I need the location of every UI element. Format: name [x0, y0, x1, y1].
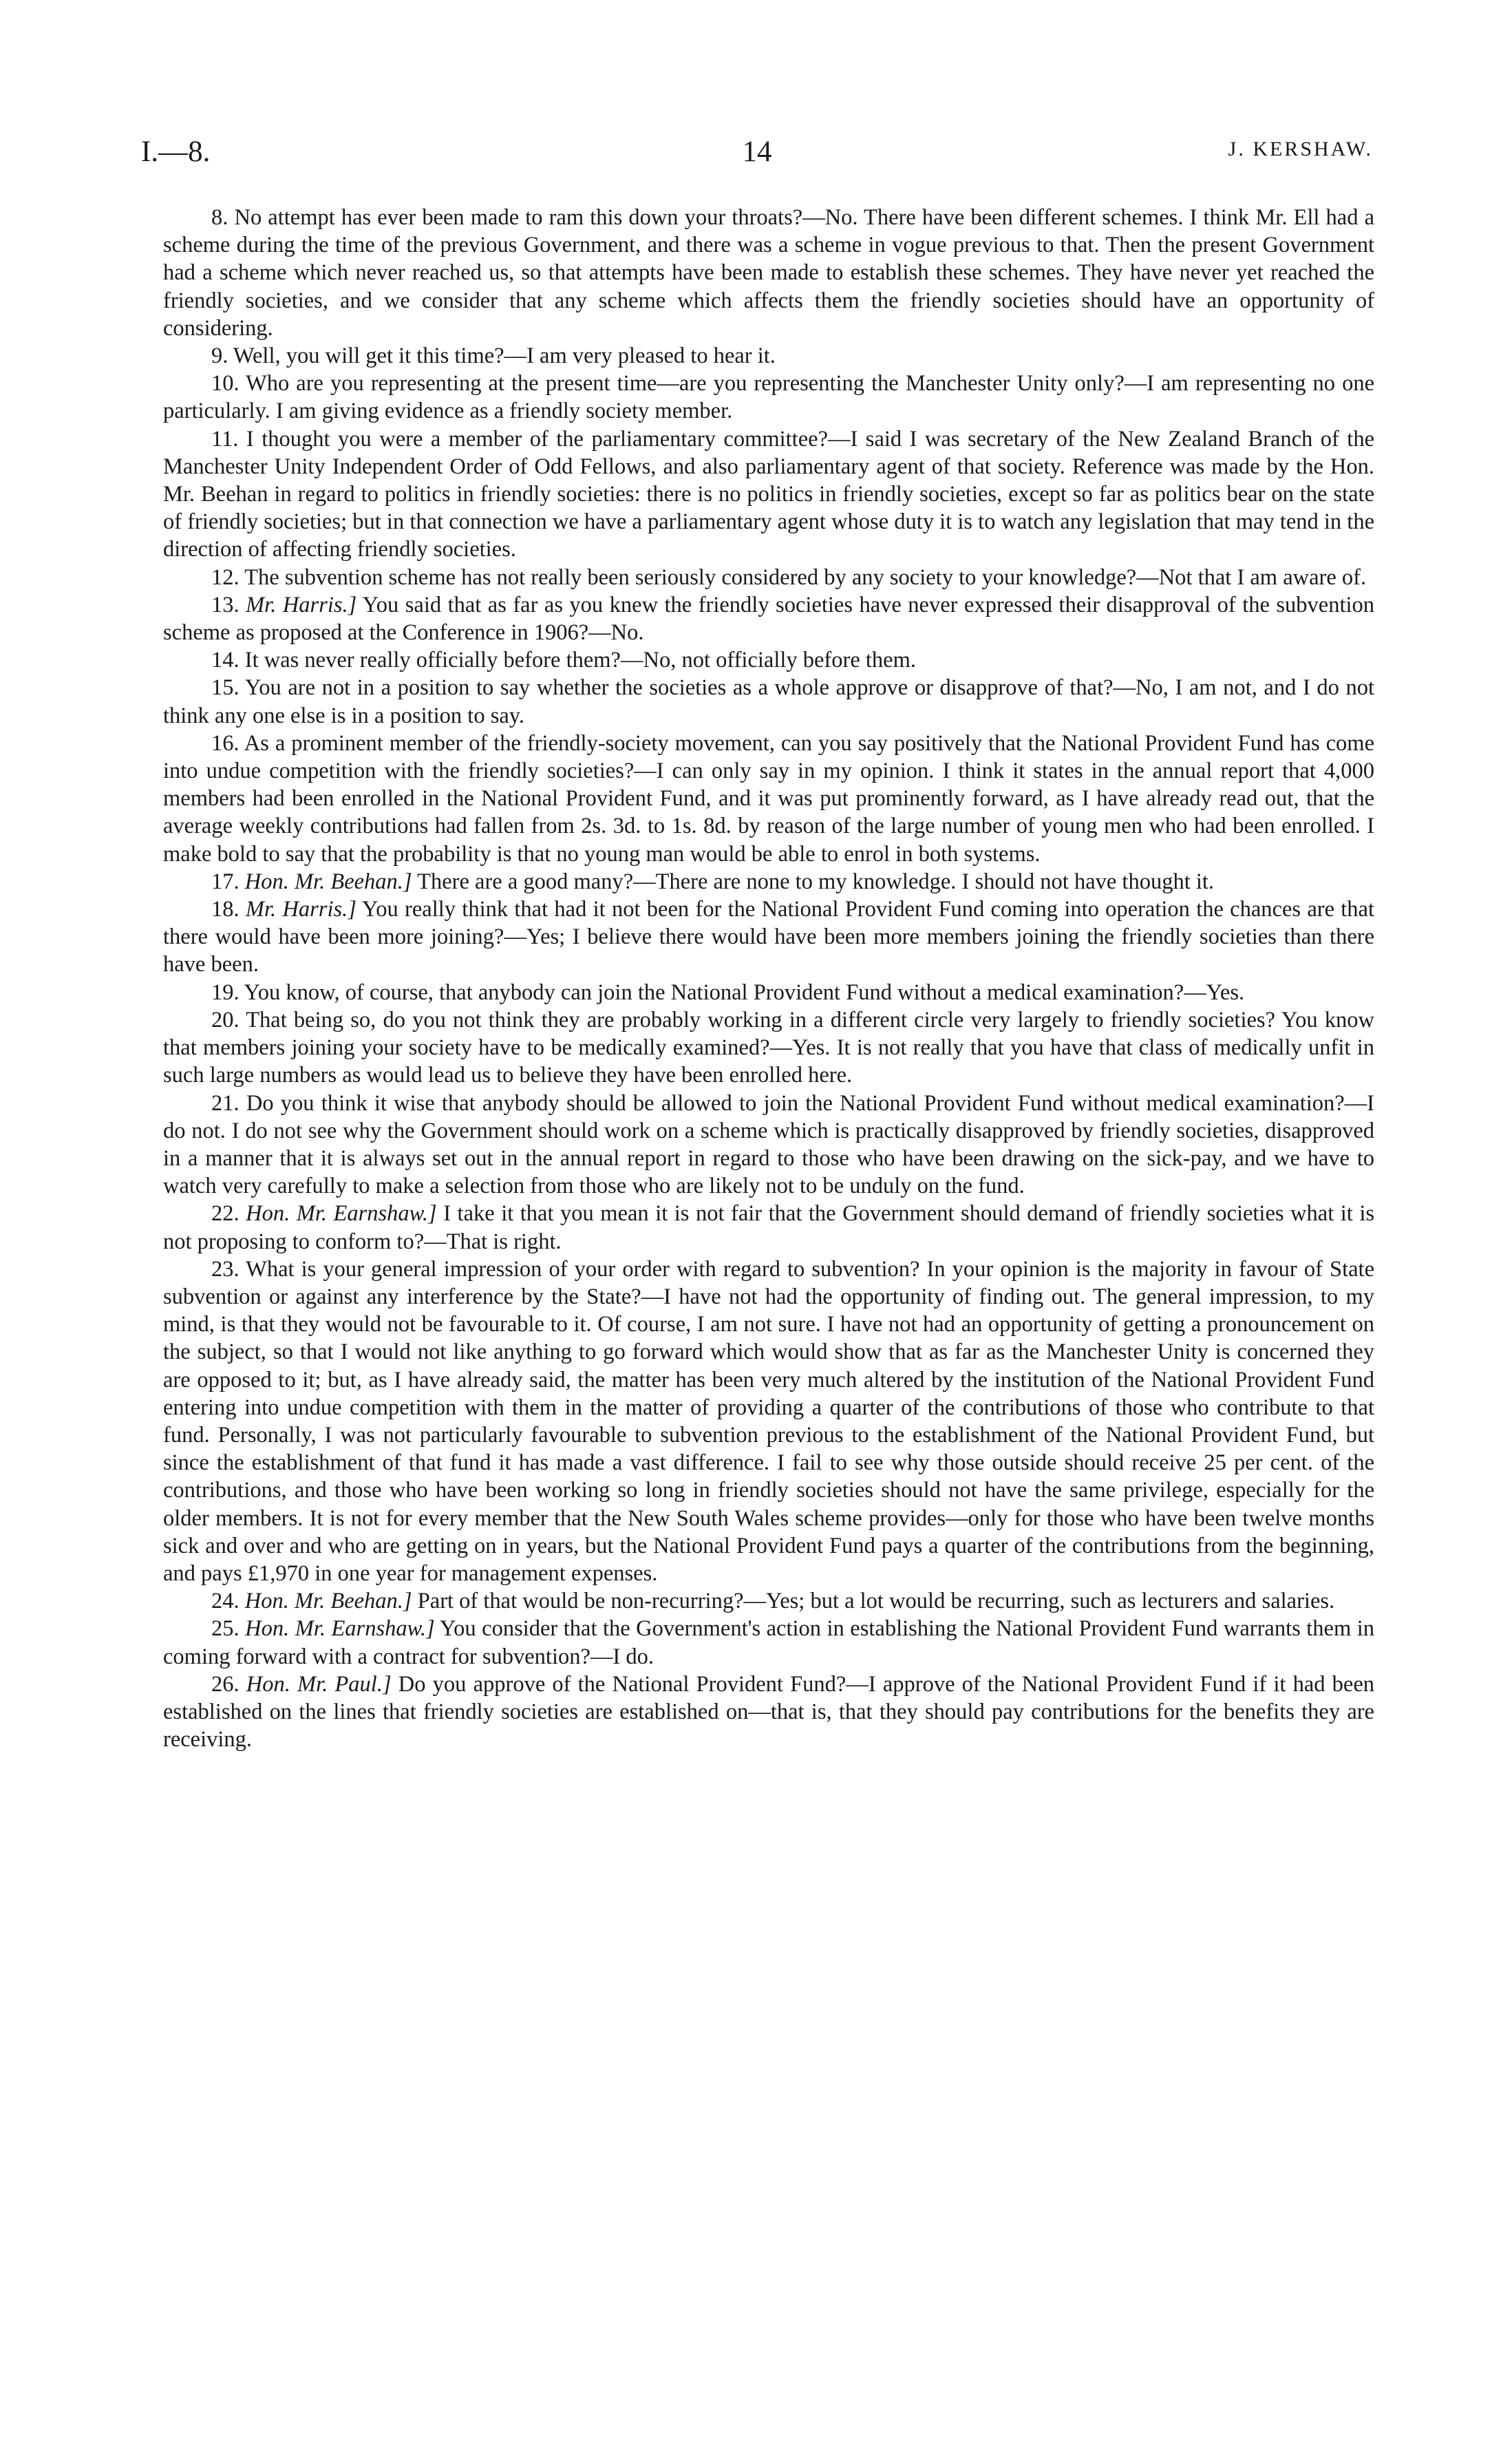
- question-paragraph: [163, 1671, 1374, 1754]
- paragraph-text: The subvention scheme has not really been seriously considered by any society to your knowledge?—Not that I am aware of.: [244, 564, 1367, 590]
- paragraph-text: There are a good many?—There are none to my knowledge. I should not have thought it.: [417, 869, 1215, 894]
- question-paragraph: [163, 204, 1374, 342]
- question-paragraph: [163, 1200, 1374, 1255]
- page-header: [141, 135, 1373, 176]
- question-number: 12.: [211, 564, 239, 590]
- question-number: 17.: [211, 869, 239, 894]
- paragraph-text: I thought you were a member of the parliamentary committee?—I said I was secretary of the New Zealand Branch of the Manchester Unity Independent Order of Odd Fellows, and also parliamentary agent of that society. Reference was made by the Hon. Mr. Beehan in regard to politics in friendly societies: there is no politics in friendly societies, except so far as politics bear on the state of friendly societies; but in that connection we have a parliamentary agent whose duty it is to watch any legislation that may tend in the direction of affecting friendly societies.: [163, 426, 1375, 562]
- question-number: 13.: [211, 592, 239, 617]
- paragraph-text: As a prominent member of the friendly-society movement, can you say positively that the National Provident Fund has come into undue competition with the friendly societies?—I can only say in my opinion. I think it states in the annual report that 4,000 members had been enrolled in the National Provident Fund, and it was put prominently forward, as I have already read out, that the average weekly contributions had fallen from 2s. 3d. to 1s. 8d. by reason of the large number of young men who had been enrolled. I make bold to say that the probability is that no young man would be able to enrol in both systems.: [163, 730, 1374, 867]
- speaker-name: Hon. Mr. Paul.]: [246, 1671, 392, 1697]
- question-paragraph: [163, 425, 1374, 564]
- paragraph-text: No attempt has ever been made to ram this down your throats?—No. There have been different schemes. I think Mr. Ell had a scheme during the time of the previous Government, and there was a scheme in vogue previous to that. Then the present Government had a scheme which never reached us, so that attempts have been made to establish these schemes. They have never yet reached the friendly societies, and we consider that any scheme which affects them the friendly societies should have an opportunity of considering.: [163, 205, 1375, 341]
- question-number: 18.: [211, 897, 239, 922]
- evidence-text: [163, 204, 1374, 1753]
- question-paragraph: [163, 342, 1374, 370]
- question-paragraph: [163, 646, 1374, 674]
- question-number: 16.: [211, 730, 239, 756]
- question-paragraph: [163, 370, 1374, 425]
- document-reference: I.—8.: [141, 136, 211, 168]
- question-paragraph: [163, 868, 1374, 896]
- question-paragraph: [163, 674, 1374, 729]
- question-number: 25.: [211, 1616, 239, 1642]
- speaker-name: Mr. Harris.]: [245, 897, 356, 922]
- question-paragraph: [163, 979, 1374, 1006]
- paragraph-text: You are not in a position to say whether the societies as a whole approve or disapprove of that?—No, I am not, and I do not think any one else is in a position to say.: [163, 675, 1375, 728]
- paragraph-text: What is your general impression of your order with regard to subvention? In your opinion is the majority in favour of State subvention or against any interference by the State?—I have not had the opportunity of finding out. The general impression, to my mind, is that they would not be favourable to it. Of course, I am not sure. I have not had an opportunity of getting a pronouncement on the subject, so that I would not like anything to go forward which would show that as far as the Manchester Unity is concerned they are opposed to it; but, as I have already said, the matter has been very much altered by the institution of the National Provident Fund entering into undue competition with them in the matter of providing a quarter of the contributions of those who contribute to that fund. Personally, I was not particularly favourable to subvention previous to the establishment of the National Provident Fund, but since the establishment of that fund it has made a vast difference. I fail to see why those outside should receive 25 per cent. of the contributions, and those who have been working so long in friendly societies should not have the same privilege, especially for the older members. It is not for every member that the New South Wales scheme provides—only for those who have been twelve months sick and over and who are getting on in years, but the National Provident Fund pays a quarter of the contributions from the beginning, and pays £1,970 in one year for management expenses.: [163, 1256, 1374, 1586]
- speaker-name: Hon. Mr. Earnshaw.]: [245, 1616, 435, 1642]
- question-number: 19.: [211, 979, 239, 1005]
- question-number: 14.: [211, 648, 239, 673]
- question-number: 8.: [211, 205, 228, 230]
- question-number: 11.: [211, 426, 239, 452]
- question-paragraph: [163, 1006, 1374, 1090]
- question-paragraph: [163, 1090, 1374, 1200]
- paragraph-text: It was never really officially before them?—No, not officially before them.: [244, 648, 916, 673]
- question-paragraph: [163, 1615, 1374, 1670]
- question-number: 21.: [211, 1090, 239, 1116]
- paragraph-text: You know, of course, that anybody can join the National Provident Fund without a medical examination?—Yes.: [244, 979, 1245, 1005]
- paragraph-text: Part of that would be non-recurring?—Yes; but a lot would be recurring, such as lecturers and salaries.: [417, 1589, 1335, 1614]
- question-paragraph: [163, 564, 1374, 591]
- speaker-name: Hon. Mr. Beehan.]: [244, 869, 412, 894]
- question-number: 26.: [211, 1671, 239, 1697]
- paragraph-text: Who are you representing at the present time—are you representing the Manchester Unity only?—I am representing no one particularly. I am giving evidence as a friendly society member.: [163, 371, 1374, 424]
- question-number: 9.: [211, 343, 228, 369]
- question-paragraph: [163, 591, 1374, 646]
- question-number: 22.: [211, 1201, 239, 1227]
- paragraph-text: I take it that you mean it is not fair that the Government should demand of friendly societies what it is not proposing to conform to?—That is right.: [163, 1201, 1374, 1254]
- question-paragraph: [163, 1587, 1374, 1615]
- question-number: 15.: [211, 675, 239, 701]
- page-number: 14: [742, 136, 772, 168]
- question-paragraph: [163, 896, 1374, 979]
- paragraph-text: Do you approve of the National Provident Fund?—I approve of the National Provident Fund if it had been established on the lines that friendly societies are established on—that is, that they should pay contributions for the benefits they are receiving.: [163, 1671, 1375, 1752]
- speaker-name: Hon. Mr. Earnshaw.]: [246, 1201, 437, 1227]
- speaker-name: Hon. Mr. Beehan.]: [244, 1589, 412, 1614]
- witness-name: J. KERSHAW.: [1228, 138, 1373, 160]
- question-number: 23.: [211, 1256, 239, 1282]
- paragraph-text: You consider that the Government's action in establishing the National Provident Fund warrants them in coming forward with a contract for subvention?—I do.: [163, 1616, 1374, 1669]
- paragraph-text: You said that as far as you knew the friendly societies have never expressed their disapproval of the subvention scheme as proposed at the Conference in 1906?—No.: [163, 592, 1375, 646]
- paragraph-text: Well, you will get it this time?—I am very pleased to hear it.: [233, 343, 776, 369]
- speaker-name: Mr. Harris.]: [246, 592, 357, 617]
- question-number: 20.: [211, 1007, 239, 1032]
- question-number: 10.: [211, 371, 239, 396]
- question-paragraph: [163, 730, 1374, 868]
- question-paragraph: [163, 1256, 1374, 1587]
- question-number: 24.: [211, 1589, 239, 1614]
- paragraph-text: You really think that had it not been for the National Provident Fund coming into operation the chances are that there would have been more joining?—Yes; I believe there would have been more members joining the friendly societies than there have been.: [163, 897, 1375, 977]
- paragraph-text: Do you think it wise that anybody should be allowed to join the National Provident Fund without medical examination?—I do not. I do not see why the Government should work on a scheme which is practically disapproved by friendly societies, disapproved in a manner that it is always set out in the annual report in regard to those who have been drawing on the sick-pay, and we have to watch very carefully to make a selection from those who are likely not to be unduly on the fund.: [163, 1090, 1375, 1199]
- paragraph-text: That being so, do you not think they are probably working in a different circle very largely to friendly societies? You know that members joining your society have to be medically examined?—Yes. It is not really that you have that class of medically unfit in such large numbers as would lead us to believe they have been enrolled here.: [163, 1007, 1374, 1088]
